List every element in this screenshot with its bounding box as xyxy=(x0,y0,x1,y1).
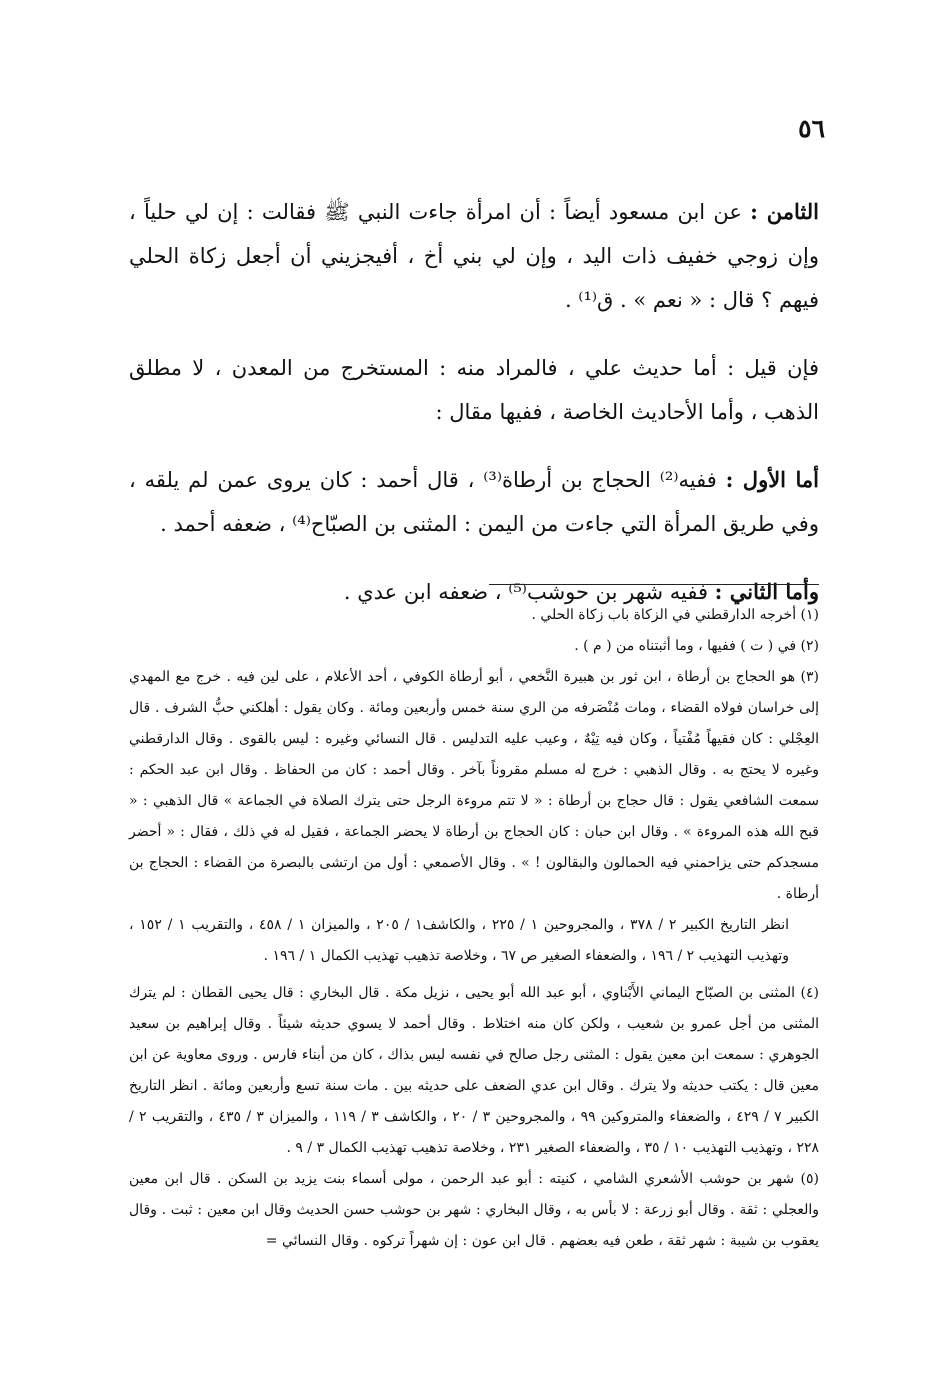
footnote-4: (٤) المثنى بن الصبّاح اليماني الأَبْناوي ، أبو عبد الله أبو يحيى ، نزيل مكة . قال البخاري : قال يحيى القطان : لم يترك المثنى من أجل عمرو بن شعيب ، ولكن كان منه اختلاط . وقال أحمد لا يسوي حديثه شيئاً . وقال إبراهيم بن سعيد الجوهري : سمعت ابن معين يقول : المثنى رجل صالح في نفسه ليس بذاك ، كان من أبناء فارس . وروى معاوية عن ابن معين قال : يكتب حديثه ولا يترك . وقال ابن عدي الضعف على حديثه بين . مات سنة تسع وأربعين ومائة . انظر التاريخ الكبير ٧ / ٤٢٩ ، والضعفاء والمتروكين ٩٩ ، والمجروحين ٣ / ٢٠ ، والكاشف ٣ / ١١٩ ، والميزان ٣ / ٤٣٥ ، والتقريب ٢ / ٢٢٨ ، وتهذيب التهذيب ١٠ / ٣٥ ، والضعفاء الصغير ٢٣١ ، وخلاصة تذهيب تهذيب الكمال ٣ / ٩ . xyxy=(129,985,819,1156)
main-text xyxy=(129,190,819,614)
paragraph-objection xyxy=(129,346,819,434)
paragraph-lead: أما الأول : xyxy=(725,467,819,492)
footnote-2: (٢) في ( ت ) ففيها ، وما أثبتناه من ( م ) . xyxy=(574,638,819,654)
paragraph-lead: وأما الثاني : xyxy=(714,579,819,604)
footnote-3: (٣) هو الحجاج بن أرطاة ، ابن ثور بن هبيرة النَّخعي ، أبو أرطاة الكوفي ، أحد الأعلام ، على لين فيه . خرج مع المهدي إلى خراسان فولاه القضاء ، ومات مُنْصَرفه من الري سنة خمس وأربعين ومائة . وكان يقول : أهلكني حبُّ الشرف . قال العِجْلي : كان فقيهاً مُفْتياً ، وكان فيه تِيْهٌ ، وعيب عليه التدليس . قال النسائي وغيره : ليس بالقوى . وقال الدارقطني وغيره لا يحتج به . وقال الذهبي : خرج له مسلم مقروناً بآخر . وقال أحمد : كان من الحفاظ . وقال ابن عبد الحكم : سمعت الشافعي يقول : قال حجاج بن أرطاة : « لا تتم مروءة الرجل حتى يترك الصلاة في الجماعة » قال الذهبي : « قبح الله هذه المروءة » . وقال ابن حبان : كان الحجاج بن أرطاة لا يحضر الجماعة ، فقيل له في ذلك ، فقال : « أحضر مسجدكم حتى يزاحمني فيه الحمالون والبقالون ! » . وقال الأصمعي : أول من ارتشى بالبصرة من القضاء : الحجاج بن أرطاة . xyxy=(129,669,819,902)
paragraph-first-answer xyxy=(129,458,819,546)
paragraph-eighth-hadith xyxy=(129,190,819,322)
paragraph-body: عن ابن مسعود أيضاً : أن امرأة جاءت النبي ﷺ فقالت : إن لي حلياً ، وإن زوجي خفيف ذات اليد ، وإن لي بني أخ ، أفيجزيني أن أجعل زكاة الحلي فيهم ؟ قال : « نعم » . ق⁽¹⁾ . xyxy=(129,200,819,312)
footnote-1: (١) أخرجه الدارقطني في الزكاة باب زكاة الحلي . xyxy=(531,607,819,623)
paragraph-body: فإن قيل : أما حديث علي ، فالمراد منه : المستخرج من المعدن ، لا مطلق الذهب ، وأما الأحاديث الخاصة ، ففيها مقال : xyxy=(129,356,819,424)
page-number: ٥٦ xyxy=(798,114,825,143)
paragraph-body: ففيه شهر بن حوشب⁽⁵⁾ ، ضعفه ابن عدي . xyxy=(343,580,708,604)
paragraph-body: ففيه⁽²⁾ الحجاج بن أرطاة⁽³⁾ ، قال أحمد : كان يروى عمن لم يلقه ، وفي طريق المرأة التي جاءت من اليمن : المثنى بن الصبّاح⁽⁴⁾ ، ضعفه أحمد . xyxy=(129,468,819,536)
footnote-3-references: انظر التاريخ الكبير ٢ / ٣٧٨ ، والمجروحين ١ / ٢٢٥ ، والكاشف١ / ٢٠٥ ، والميزان ١ / ٤٥٨ ، والتقريب ١ / ١٥٢ ، وتهذيب التهذيب ٢ / ١٩٦ ، والضعفاء الصغير ص ٦٧ ، وخلاصة تذهيب تهذيب الكمال ١ / ١٩٦ . xyxy=(129,917,790,964)
paragraph-lead: الثامن : xyxy=(750,199,819,224)
footnote-separator xyxy=(489,584,819,585)
footnotes xyxy=(129,600,819,1257)
footnote-5: (٥) شهر بن حوشب الأشعري الشامي ، كنيته : أبو عبد الرحمن ، مولى أسماء بنت يزيد بن السكن . قال ابن معين والعجلي : ثقة . وقال أبو زرعة : لا بأس به ، وقال البخاري : شهر بن حوشب حسن الحديث وقال ابن معين : ثبت . وقال يعقوب بن شيبة : شهر ثقة ، طعن فيه بعضهم . قال ابن عون : إن شهراً تركوه . وقال النسائي = xyxy=(129,1171,819,1249)
